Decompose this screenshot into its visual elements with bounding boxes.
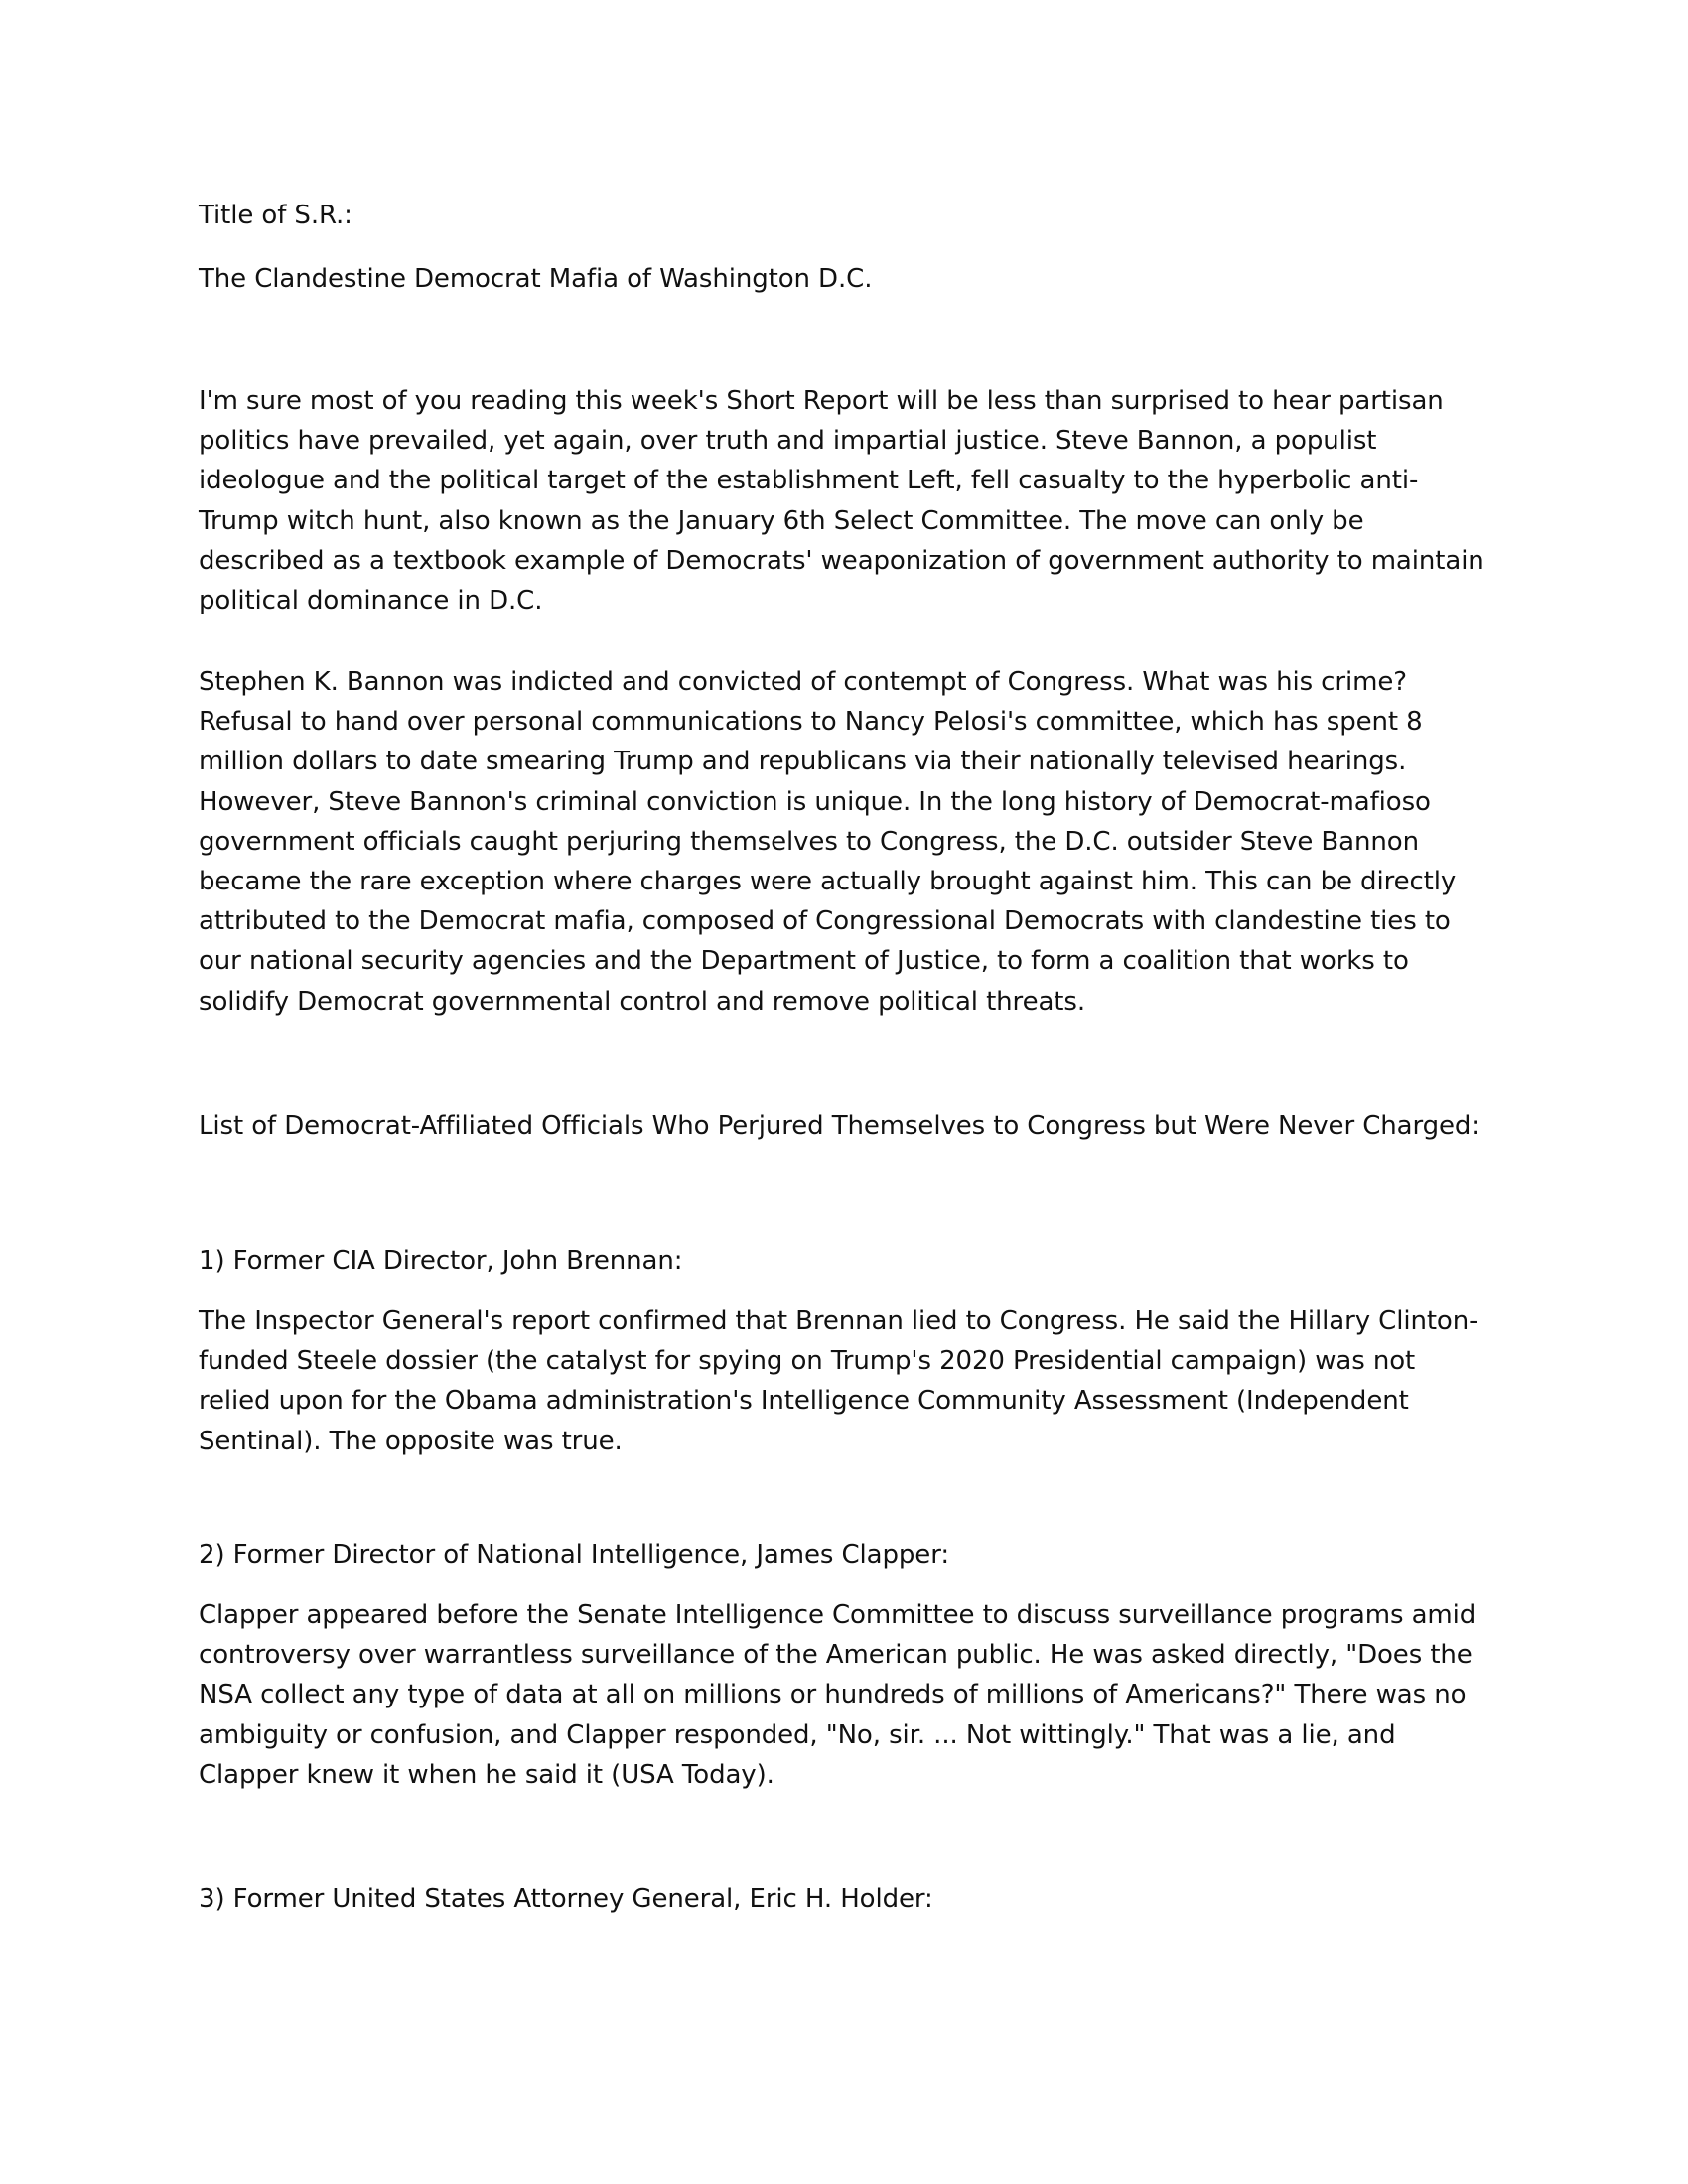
list-item-heading: 1) Former CIA Director, John Brennan:	[199, 1246, 683, 1276]
list-item-heading: 2) Former Director of National Intelligence, James Clapper:	[199, 1540, 949, 1570]
list-heading: List of Democrat-Affiliated Officials Who Perjured Themselves to Congress but Were Never Charged:	[199, 1111, 1479, 1141]
list-item-body: The Inspector General's report confirmed that Brennan lied to Congress. He said the Hillary Clinton-funded Steele dossier (the catalyst for spying on Trump's 2020 Presidential campaign) was not relied upon for the Obama administration's Intelligence Community Assessment (Independent Sentinal). The opposite was true.	[199, 1306, 1478, 1456]
list-item-body: Clapper appeared before the Senate Intelligence Committee to discuss surveillance programs amid controversy over warrantless surveillance of the American public. He was asked directly, "Does the NSA collect any type of data at all on millions or hundreds of millions of Americans?" There was no ambiguity or confusion, and Clapper responded, "No, sir. ... Not wittingly." That was a lie, and Clapper knew it when he said it (USA Today).	[199, 1600, 1477, 1790]
paragraph-bannon: Stephen K. Bannon was indicted and convicted of contempt of Congress. What was his crime? Refusal to hand over personal communications to Nancy Pelosi's committee, which has spent 8 million dollars to date smearing Trump and republicans via their nationally televised hearings. However, Steve Bannon's criminal conviction is unique. In the long history of Democrat-mafioso government officials caught perjuring themselves to Congress, the D.C. outsider Steve Bannon became the rare exception where charges were actually brought against him. This can be directly attributed to the Democrat mafia, composed of Congressional Democrats with clandestine ties to our national security agencies and the Department of Justice, to form a coalition that works to solidify Democrat governmental control and remove political threats.	[199, 667, 1457, 1017]
paragraph-intro: I'm sure most of you reading this week's Short Report will be less than surprised to hear partisan politics have prevailed, yet again, over truth and impartial justice. Steve Bannon, a populist ideologue and the political target of the establishment Left, fell casualty to the hyperbolic anti-Trump witch hunt, also known as the January 6th Select Committee. The move can only be described as a textbook example of Democrats' weaponization of government authority to maintain political dominance in D.C.	[199, 386, 1484, 616]
document-title: The Clandestine Democrat Mafia of Washington D.C.	[199, 264, 873, 294]
title-label: Title of S.R.:	[199, 201, 352, 230]
list-item-heading: 3) Former United States Attorney General, Eric H. Holder:	[199, 1884, 933, 1914]
